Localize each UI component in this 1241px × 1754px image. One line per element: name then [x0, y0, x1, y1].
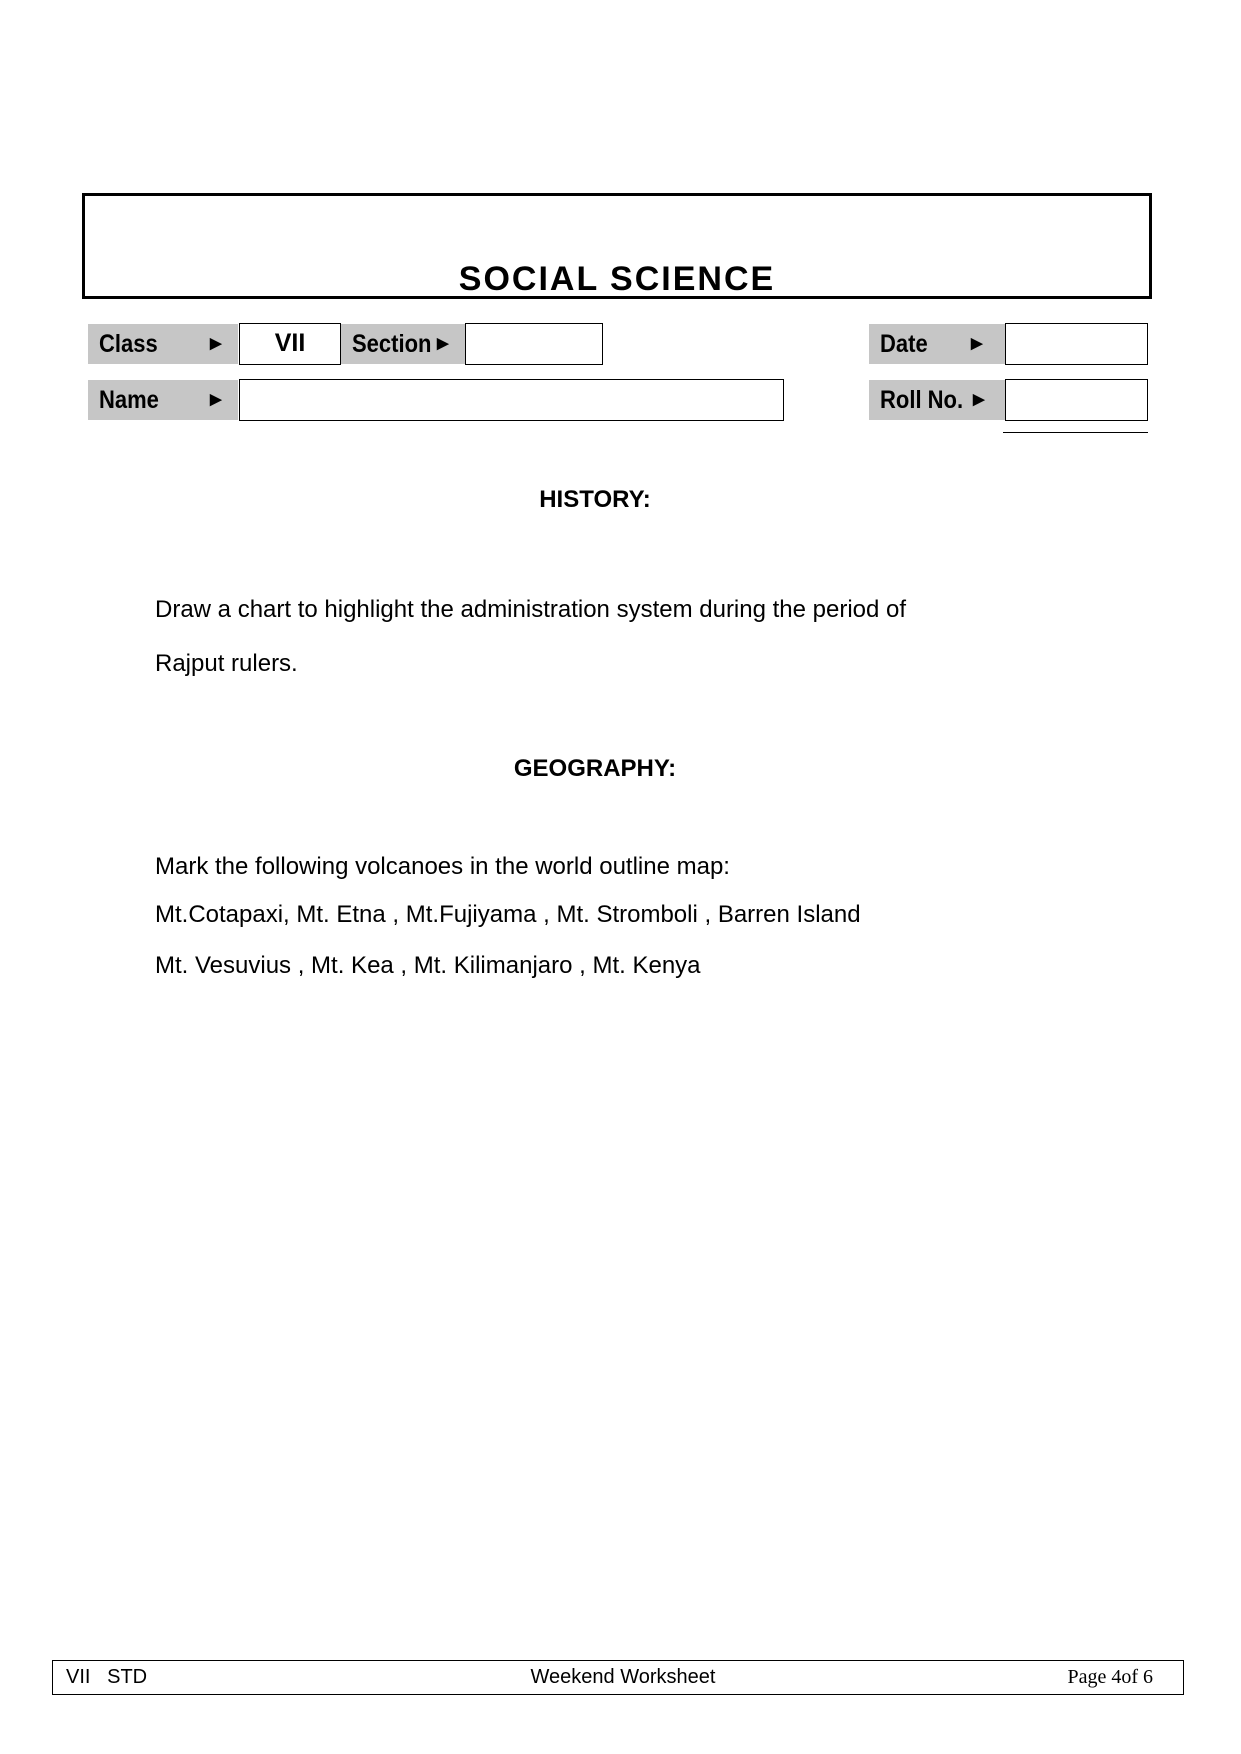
arrow-right-icon: ▶ — [973, 391, 985, 408]
class-field[interactable]: VII — [239, 323, 341, 365]
page-title: SOCIAL SCIENCE — [458, 260, 776, 298]
divider — [1003, 432, 1148, 433]
name-field[interactable] — [239, 379, 784, 421]
date-label: Date ▶ — [869, 324, 1005, 364]
name-label: Name ▶ — [88, 380, 238, 420]
section-label: Section ▶ — [341, 324, 465, 364]
geography-line: Mark the following volcanoes in the world outline map: — [155, 853, 730, 880]
arrow-right-icon: ▶ — [210, 335, 222, 352]
footer-title: Weekend Worksheet — [530, 1666, 716, 1688]
roll-no-label: Roll No. ▶ — [869, 380, 1005, 420]
date-field[interactable] — [1005, 323, 1148, 365]
history-heading: HISTORY: — [539, 486, 651, 513]
arrow-right-icon: ▶ — [971, 335, 983, 352]
section-field[interactable] — [465, 323, 603, 365]
page-footer — [52, 1660, 1184, 1695]
arrow-right-icon: ▶ — [437, 335, 449, 352]
roll-no-field[interactable] — [1005, 379, 1148, 421]
footer-page-number: Page 4of 6 — [1067, 1666, 1153, 1688]
arrow-right-icon: ▶ — [210, 391, 222, 408]
class-label: Class ▶ — [88, 324, 238, 364]
geography-line: Mt.Cotapaxi, Mt. Etna , Mt.Fujiyama , Mt. Stromboli , Barren Island — [155, 901, 861, 928]
history-line: Rajput rulers. — [155, 650, 298, 677]
title-box — [82, 193, 1152, 299]
footer-class: VII STD — [66, 1666, 148, 1688]
history-line: Draw a chart to highlight the administration system during the period of — [155, 596, 907, 623]
geography-line: Mt. Vesuvius , Mt. Kea , Mt. Kilimanjaro , Mt. Kenya — [155, 952, 701, 979]
geography-heading: GEOGRAPHY: — [513, 755, 677, 782]
